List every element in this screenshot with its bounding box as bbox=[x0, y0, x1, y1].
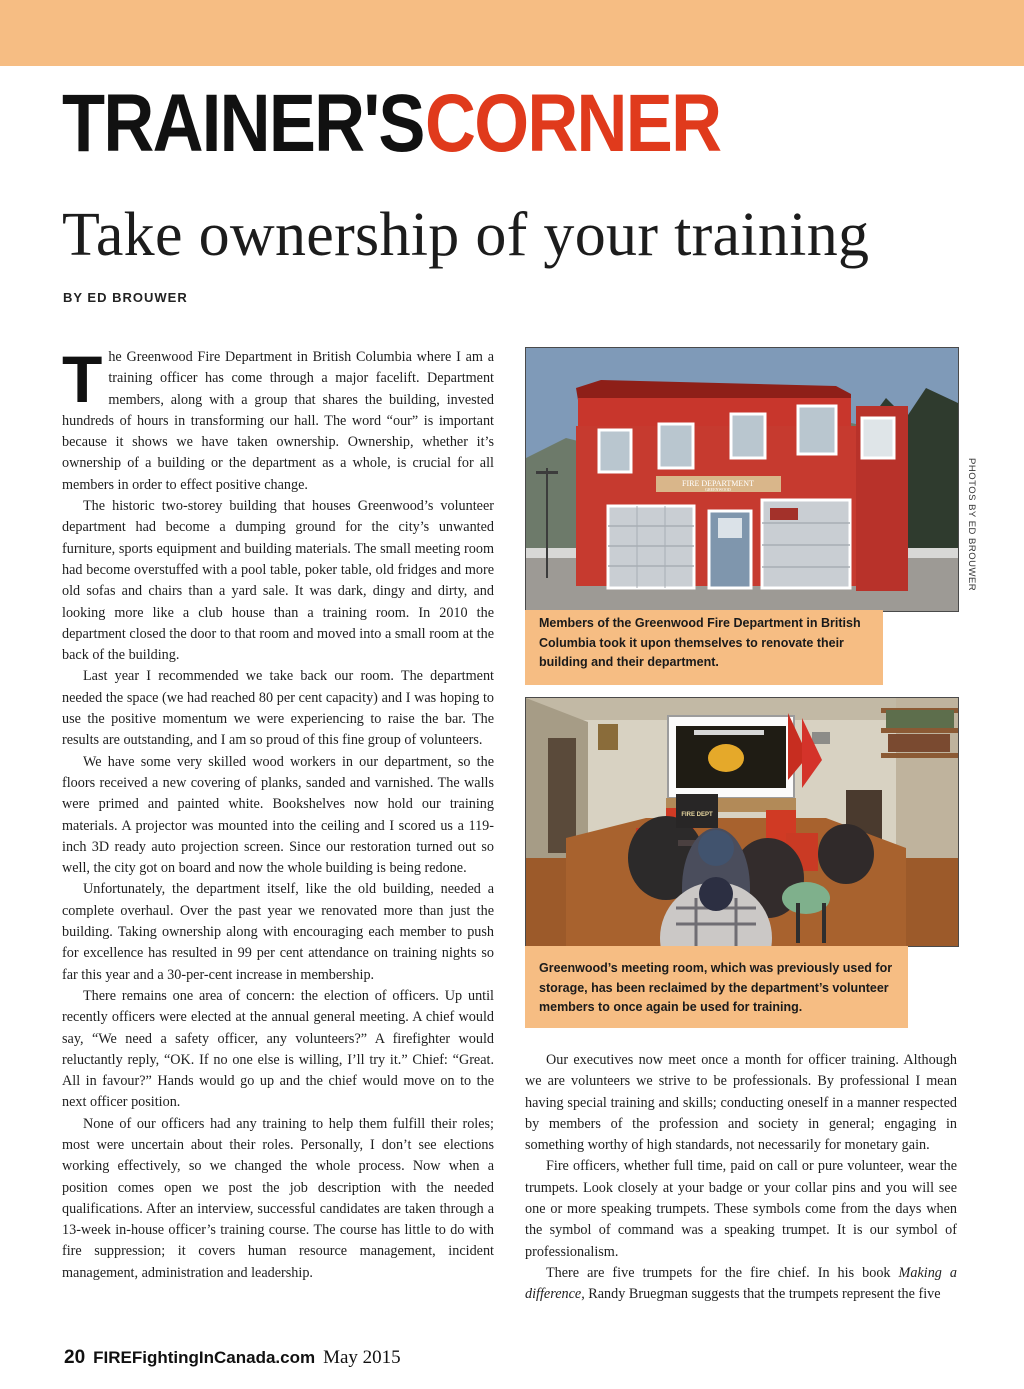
photo-caption-2: Greenwood’s meeting room, which was previously used for storage, has been reclaimed by the department’s volunteer members to once again be used for training. bbox=[525, 946, 908, 1028]
publication-site: FIREFightingInCanada.com bbox=[93, 1348, 316, 1367]
book-title: Making a difference bbox=[525, 1264, 957, 1303]
masthead-corner: CORNER bbox=[424, 78, 720, 169]
body-paragraph: We have some very skilled wood workers in our department, so the floors received a new covering of planks, sanded and varnished. The walls were primed and painted white. Bookshelves now hold our training materials. A projector was mounted into the ceiling and I scored us a 119-inch 3D ready auto projection screen. Since our restoration turned out so well, the city got on board and now the whole building is being redone. bbox=[62, 753, 494, 877]
body-paragraph: Fire officers, whether full time, paid on call or pure volunteer, wear the trumpets. Look closely at your badge or your collar pins and you will see one or more speaking trumpets. These symbols come from the days when the symbol of command was a speaking trumpet. It is our symbol of professionalism. bbox=[525, 1158, 957, 1260]
photo-caption-1: Members of the Greenwood Fire Department in British Columbia took it upon themselves to renovate their building and their department. bbox=[525, 610, 883, 685]
article-byline: BY ED BROUWER bbox=[63, 290, 188, 305]
body-paragraph: Our executives now meet once a month for officer training. Although we are volunteers we strive to be professionals. By professional I mean having special training and skills; conducting oneself in a manner respected by members of the profession and society in general; engaging in something worthy of high standards, not necessarily for monetary gain. bbox=[525, 1052, 957, 1154]
article-headline: Take ownership of your training bbox=[62, 201, 870, 269]
drop-cap: T bbox=[62, 342, 103, 416]
body-paragraph: There remains one area of concern: the election of officers. Up until recently officers were elected at the annual general meeting. A chief would say, “We need a safety officer, any volunteers?” A firefighter would reluctantly reply, “OK. If no one else is willing, I’ll try it.” Chief: “Great. All in favour?” Hands would go up and the chief would move on to the next officer position. bbox=[62, 987, 494, 1111]
body-paragraph: There are five trumpets for the fire chief. In his book Making a difference, Randy Bruegman suggests that the trumpets represent the five bbox=[525, 1264, 957, 1303]
body-column-left bbox=[62, 342, 494, 1284]
body-paragraph: Unfortunately, the department itself, like the old building, needed a complete overhaul. Over the past year we renovated more than just the building. Taking ownership along with encouraging each member to push for excellence has resulted in 99 per cent attendance on training nights so far this year and a 30-per-cent increase in membership. bbox=[62, 881, 494, 983]
sign-text: FIRE DEPARTMENT bbox=[682, 479, 754, 488]
photo-credit: PHOTOS BY ED BROUWER bbox=[966, 458, 977, 592]
body-paragraph: None of our officers had any training to help them fulfill their roles; most were uncertain about their roles. Personally, I don’t see elections working effectively, so we changed the whole process. Now when a position comes open we post the job description with the needed qualifications. After an interview, successful candidates are taken through a 13-week in-house officer’s training course. The course has little to do with fire suppression; it covers human resource management, incident management, administration and leadership. bbox=[62, 1115, 494, 1281]
issue-date: May 2015 bbox=[323, 1347, 401, 1368]
vest-text: FIRE DEPT bbox=[681, 812, 713, 818]
body-column-right bbox=[525, 1050, 957, 1306]
body-paragraph: Last year I recommended we take back our room. The department needed the space (we had reached 80 per cent capacity) and I was hoping to use the positive momentum we were experiencing to raise the bar. The results are outstanding, and I am so proud of this fine group of volunteers. bbox=[62, 668, 494, 749]
masthead-trainers: TRAINER'S bbox=[62, 78, 424, 169]
page-footer bbox=[64, 1346, 401, 1371]
fire-hall-illustration bbox=[526, 348, 958, 611]
body-paragraph: The Greenwood Fire Department in British Columbia where I am a training officer has come through a major facelift. Department members, along with a group that shares the building, invested hundreds of hours in transforming our hall. The word “our” is important because it shows we have taken ownership. Ownership, whether it’s ownership of a building or the department as a whole, is crucial for all members in order to effect positive change. bbox=[62, 342, 494, 493]
meeting-room-photo bbox=[525, 697, 959, 947]
body-paragraph: The historic two-storey building that houses Greenwood’s volunteer department had become a dumping ground for the city’s unwanted furniture, sports equipment and building materials. The small meeting room had become overstuffed with a pool table, poker table, old fridges and more old sofas and chairs than a yard sale. It was dark, dingy and dirty, and looking more like a club house than a training room. In 2010 the department closed the door to that room and moved into a small room at the back of the building. bbox=[62, 498, 494, 664]
section-masthead bbox=[62, 78, 768, 169]
sign-subtext: GREENWOOD bbox=[705, 487, 731, 492]
top-color-band bbox=[0, 0, 1024, 66]
meeting-room-illustration bbox=[526, 698, 958, 946]
fire-hall-photo bbox=[525, 347, 959, 612]
page-number: 20 bbox=[64, 1347, 86, 1368]
